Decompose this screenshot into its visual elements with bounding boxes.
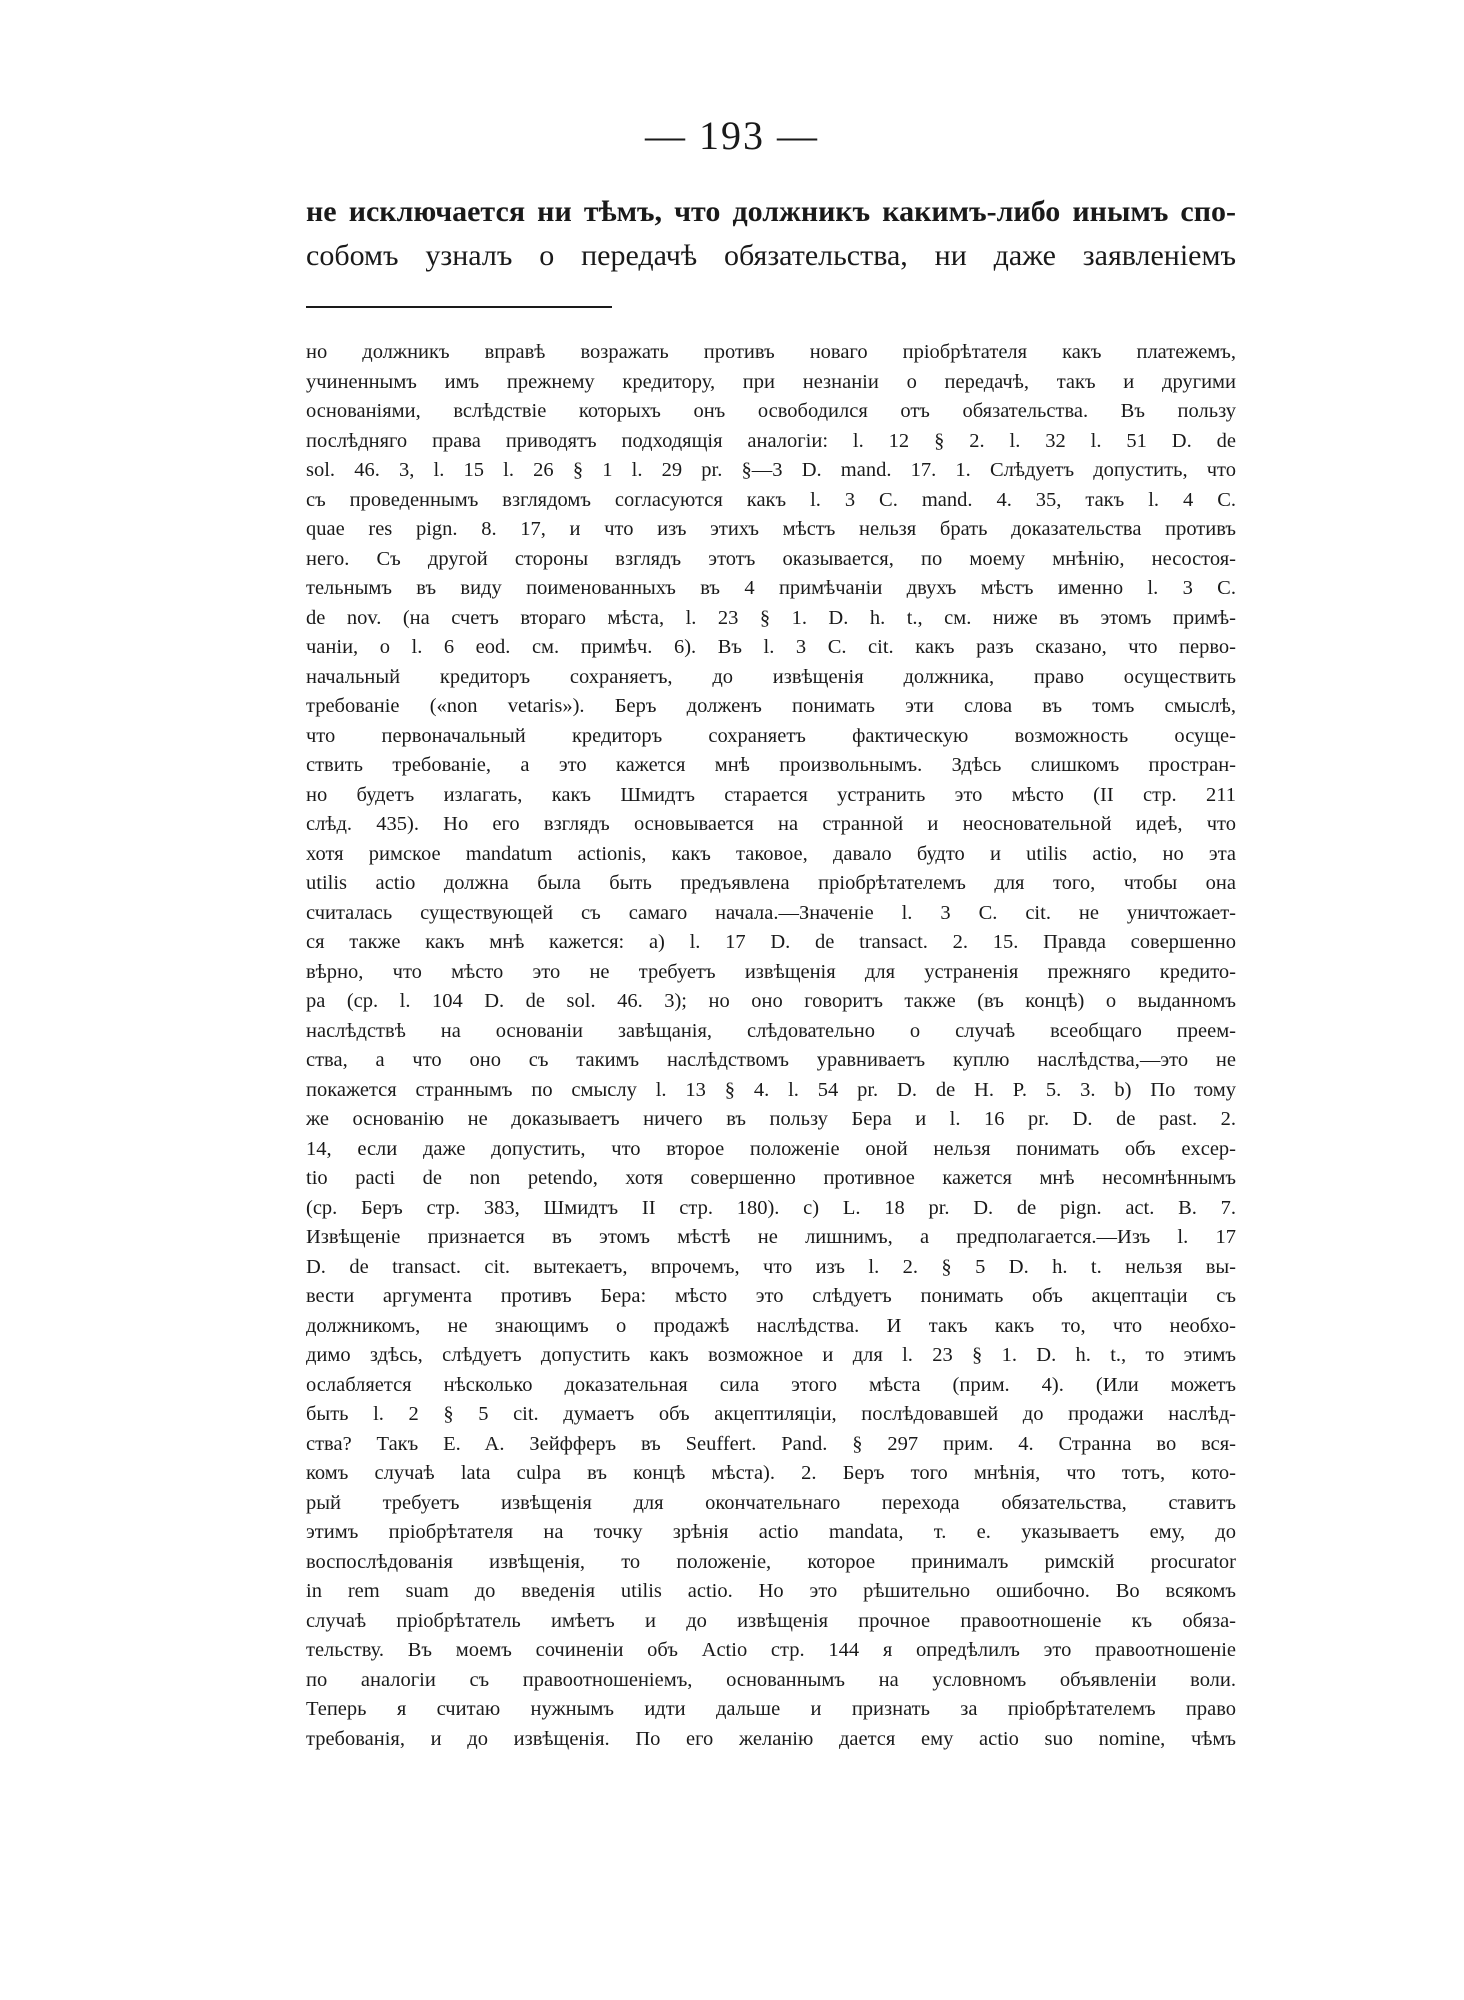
footnote-line: Извѣщеніе признается въ этомъ мѣстѣ не лишнимъ, а предполагается.—Изъ l. 17	[306, 1226, 1236, 1248]
footnote-line: должникомъ, не знающимъ о продажѣ наслѣдства. И такъ какъ то, что необхо-	[306, 1314, 1236, 1337]
footnote-line: слѣд. 435). Но его взглядъ основывается на странной и неосновательной идеѣ, что	[306, 813, 1236, 835]
footnote-line: D. de transact. cit. вытекаетъ, впрочемъ, что изъ l. 2. § 5 D. h. t. нельзя вы-	[306, 1255, 1236, 1278]
footnote-line: (ср. Беръ стр. 383, Шмидтъ II стр. 180). c) L. 18 pr. D. de pign. act. B. 7.	[306, 1196, 1236, 1219]
footnote-line: тельству. Въ моемъ сочиненіи объ Actio стр. 144 я опредѣлилъ это правоотношеніе	[306, 1639, 1236, 1661]
footnote-line: тельнымъ въ виду поименованныхъ въ 4 примѣчаніи двухъ мѣстъ именно l. 3 C.	[306, 577, 1236, 599]
footnote-line: этимъ пріобрѣтателя на точку зрѣнія actio mandata, т. е. указываетъ ему, до	[306, 1521, 1236, 1543]
footnote-line: ослабляется нѣсколько доказательная сила этого мѣста (прим. 4). (Или можетъ	[306, 1373, 1236, 1396]
footnote-line: быть l. 2 § 5 cit. думаетъ объ акцептиляціи, послѣдовавшей до продажи наслѣд-	[306, 1403, 1236, 1425]
footnote-line: 14, если даже допустить, что второе положеніе оной нельзя понимать объ excep-	[306, 1137, 1236, 1160]
footnote-line: in rem suam до введенія utilis actio. Но это рѣшительно ошибочно. Во всякомъ	[306, 1580, 1236, 1602]
footnote-line: учиненнымъ имъ прежнему кредитору, при незнаніи о передачѣ, такъ и другими	[306, 370, 1236, 393]
footnote-line: tio pacti de non petendo, хотя совершенно противное кажется мнѣ несомнѣннымъ	[306, 1167, 1236, 1189]
footnote-line: начальный кредиторъ сохраняетъ, до извѣщенія должника, право осуществить	[306, 665, 1236, 688]
footnote-line: что первоначальный кредиторъ сохраняетъ фактическую возможность осуще-	[306, 724, 1236, 747]
footnote-line: требованія, и до извѣщенія. По его желанію дается ему actio suo nomine, чѣмъ	[306, 1727, 1236, 1750]
footnote-line: но будетъ излагать, какъ Шмидтъ старается устранить это мѣсто (II стр. 211	[306, 783, 1236, 806]
footnote-line: вести аргумента противъ Бера: мѣсто это слѣдуетъ понимать объ акцептаціи съ	[306, 1285, 1236, 1307]
footnote-line: наслѣдствѣ на основаніи завѣщанія, слѣдовательно о случаѣ всеобщаго преем-	[306, 1019, 1236, 1042]
footnote-line: комъ случаѣ lata culpa въ концѣ мѣста). 2. Беръ того мнѣнія, что тотъ, кото-	[306, 1462, 1236, 1484]
footnote-line: димо здѣсь, слѣдуетъ допустить какъ возможное и для l. 23 § 1. D. h. t., то этимъ	[306, 1344, 1236, 1366]
footnote-line: Теперь я считаю нужнымъ идти дальше и признать за пріобрѣтателемъ право	[306, 1698, 1236, 1720]
footnote-line: ся также какъ мнѣ кажется: a) l. 17 D. de transact. 2. 15. Правда совершенно	[306, 931, 1236, 953]
footnote-line: хотя римское mandatum actionis, какъ таковое, давало будто и utilis actio, но эта	[306, 842, 1236, 865]
footnote-line: вѣрно, что мѣсто это не требуетъ извѣщенія для устраненія прежняго кредито-	[306, 960, 1236, 983]
footnote-line: ства, а что оно съ такимъ наслѣдствомъ уравниваетъ куплю наслѣдства,—это не	[306, 1049, 1236, 1071]
footnote-line: чаніи, о l. 6 eod. см. примѣч. 6). Въ l. 3 C. cit. какъ разъ сказано, что перво-	[306, 636, 1236, 658]
footnote-line: ствить требованіе, а это кажется мнѣ произвольнымъ. Здѣсь слишкомъ простран-	[306, 754, 1236, 776]
footnote-line: требованіе («non vetaris»). Беръ долженъ понимать эти слова въ томъ смыслѣ,	[306, 695, 1236, 717]
footnote-line: рый требуетъ извѣщенія для окончательнаго перехода обязательства, ставитъ	[306, 1491, 1236, 1514]
footnote-line: воспослѣдованія извѣщенія, то положеніе, которое принималъ римскій procurator	[306, 1550, 1236, 1573]
main-text	[306, 190, 1236, 278]
footnote-line: ства? Такъ E. A. Зейфферъ въ Seuffert. Pand. § 297 прим. 4. Странна во вся-	[306, 1432, 1236, 1455]
footnote-line: основаніями, вслѣдствіе которыхъ онъ освободился отъ обязательства. Въ пользу	[306, 400, 1236, 422]
page-number: — 193 —	[645, 113, 819, 158]
footnote-line: но должникъ вправѣ возражать противъ новаго пріобрѣтателя какъ платежемъ,	[306, 341, 1236, 363]
main-text-line: не исключается ни тѣмъ, что должникъ какимъ-либо инымъ спо-	[306, 195, 1236, 228]
footnote-line: же основанію не доказываетъ ничего въ пользу Бера и l. 16 pr. D. de past. 2.	[306, 1108, 1236, 1130]
footnote-line: случаѣ пріобрѣтатель имѣетъ и до извѣщенія прочное правоотношеніе къ обяза-	[306, 1609, 1236, 1632]
footnote-line: послѣдняго права приводятъ подходящія аналогіи: l. 12 § 2. l. 32 l. 51 D. de	[306, 429, 1236, 452]
footnote-line: покажется страннымъ по смыслу l. 13 § 4. l. 54 pr. D. de H. P. 5. 3. b) По тому	[306, 1078, 1236, 1101]
footnote-line: по аналогіи съ правоотношеніемъ, основаннымъ на условномъ объявленіи воли.	[306, 1668, 1236, 1691]
footnote-divider	[306, 306, 612, 308]
footnote-line: ра (ср. l. 104 D. de sol. 46. 3); но оно говоритъ также (въ концѣ) о выданномъ	[306, 990, 1236, 1012]
footnote-line: считалась существующей съ самаго начала.—Значеніе l. 3 C. cit. не уничтожает-	[306, 901, 1236, 924]
footnote-line: съ проведеннымъ взглядомъ согласуются какъ l. 3 C. mand. 4. 35, такъ l. 4 C.	[306, 488, 1236, 511]
footnote-line: utilis actio должна была быть предъявлена пріобрѣтателемъ для того, чтобы она	[306, 872, 1236, 894]
footnote-line: de nov. (на счетъ втораго мѣста, l. 23 § 1. D. h. t., см. ниже въ этомъ примѣ-	[306, 606, 1236, 629]
footnote-line: sol. 46. 3, l. 15 l. 26 § 1 l. 29 pr. §—3 D. mand. 17. 1. Слѣдуетъ допустить, что	[306, 459, 1236, 481]
footnote-line: quae res pign. 8. 17, и что изъ этихъ мѣстъ нельзя брать доказательства противъ	[306, 518, 1236, 540]
footnote-line: него. Съ другой стороны взглядъ этотъ оказывается, по моему мнѣнію, несостоя-	[306, 547, 1236, 570]
footnote	[306, 338, 1236, 1754]
main-text-line: собомъ узналъ о передачѣ обязательства, ни даже заявленіемъ	[306, 239, 1236, 272]
